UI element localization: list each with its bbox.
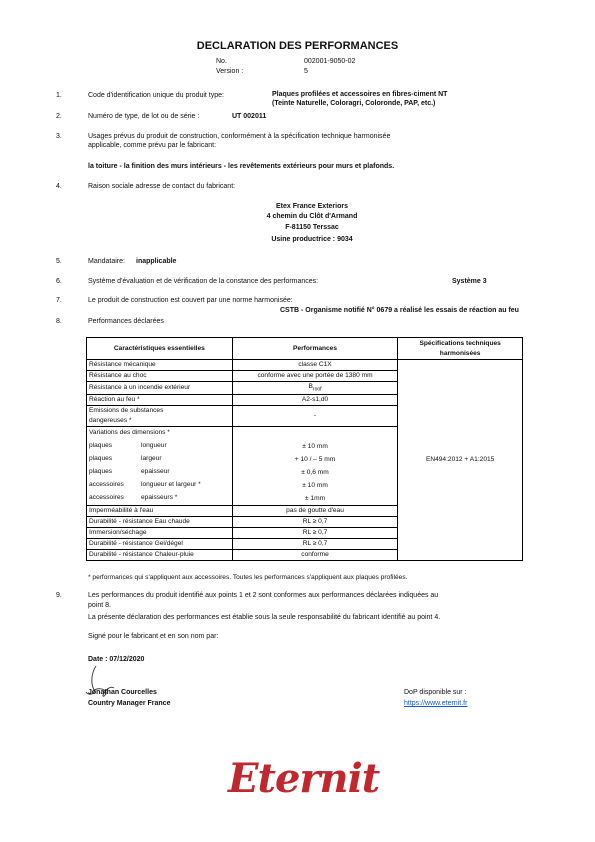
variation-value: + 10 / – 5 mm xyxy=(232,454,398,467)
table-header-row xyxy=(87,338,523,360)
variation-value: ± 0,6 mm xyxy=(232,467,398,480)
roof-class-value: B xyxy=(308,383,313,390)
roof-class-subscript: roof xyxy=(312,386,322,393)
manufacturer-name: Etex France Exteriors xyxy=(276,203,348,210)
section-6-value: Système 3 xyxy=(452,278,487,285)
manufacturer-plant: Usine productrice : 9034 xyxy=(271,236,353,243)
variations-cell xyxy=(87,427,233,506)
signature-date: Date : 07/12/2020 xyxy=(88,656,145,663)
doc-number-label: No. xyxy=(216,58,227,65)
variation-dimension: largeur xyxy=(141,455,162,463)
variation-line xyxy=(89,467,230,480)
section-7-value: CSTB - Organisme notifié N° 0679 a réalisé les essais de réaction au feu xyxy=(280,307,519,314)
section-6-label: Système d'évaluation et de vérification de la constance des performances: xyxy=(88,278,319,285)
performance-cell: conforme xyxy=(232,550,398,561)
variation-value: ± 10 mm xyxy=(232,441,398,454)
section-2-value: UT 002011 xyxy=(232,113,267,120)
section-9-line3: La présente déclaration des performances est établie sous la seule responsabilité du fabricant identifié au point 4. xyxy=(88,614,441,621)
performance-cell: A2-s1,d0 xyxy=(232,395,398,406)
section-1-value-line1: Plaques profilées et accessoires en fibres-ciment NT xyxy=(272,91,448,98)
doc-number-value: 002001-9050-02 xyxy=(304,58,356,65)
section-3-number: 3. xyxy=(56,133,62,140)
dop-link[interactable]: https://www.eternit.fr xyxy=(404,700,468,707)
specification-cell: EN494:2012 + A1:2015 xyxy=(398,360,523,561)
section-9-line2: point 8. xyxy=(88,602,111,609)
performance-cell: RL ≥ 0,7 xyxy=(232,528,398,539)
version-value: 5 xyxy=(304,68,308,75)
characteristic-cell: Durabilité - résistance Chaleur-pluie xyxy=(87,550,233,561)
variation-dimension: epaisseur xyxy=(141,468,170,476)
section-6-number: 6. xyxy=(56,278,62,285)
performance-spacer xyxy=(232,427,398,441)
section-4-label: Raison sociale adresse de contact du fabricant: xyxy=(88,183,236,190)
characteristic-cell xyxy=(87,406,233,427)
section-2-label: Numéro de type, de lot ou de série : xyxy=(88,113,200,120)
section-7-label: Le produit de construction est couvert par une norme harmonisée: xyxy=(88,297,293,304)
section-1-number: 1. xyxy=(56,92,62,99)
characteristic-cell: Réaction au feu * xyxy=(87,395,233,406)
performance-cell xyxy=(232,382,398,395)
table-footnote: * performances qui s'appliquent aux accessoires. Toutes les performances s'appliquent aux plaques profilées. xyxy=(88,574,408,581)
variation-item: plaques xyxy=(89,442,113,450)
section-9-number: 9. xyxy=(56,592,62,599)
header-performances: Performances xyxy=(232,338,398,360)
characteristic-cell: Durabilité - résistance Eau chaude xyxy=(87,517,233,528)
section-8-number: 8. xyxy=(56,318,62,325)
section-2-number: 2. xyxy=(56,113,62,120)
performance-cell: RL ≥ 0,7 xyxy=(232,517,398,528)
variation-line xyxy=(89,454,230,467)
performance-cell: conforme avec une portée de 1380 mm xyxy=(232,371,398,382)
variation-item: accessoires xyxy=(89,481,124,489)
section-7-number: 7. xyxy=(56,297,62,304)
characteristic-cell: Immersion/séchage xyxy=(87,528,233,539)
performance-cell: pas de goutte d'eau xyxy=(232,506,398,517)
variation-dimension: longueur et largeur * xyxy=(141,481,201,489)
section-1-value-line2: (Teinte Naturelle, Coloragri, Coloronde, PAP, etc.) xyxy=(272,100,436,107)
characteristic-cell: Durabilité - résistance Gel/dégel xyxy=(87,539,233,550)
manufacturer-street: 4 chemin du Clôt d'Armand xyxy=(266,213,358,220)
manufacturer-city: F-81150 Terssac xyxy=(285,224,339,231)
section-3-line1: Usages prévus du produit de construction, conformément à la spécification technique harmonisée xyxy=(88,133,391,140)
characteristic-cell: Résistance à un incendie extérieur xyxy=(87,382,233,395)
performance-cell: - xyxy=(232,406,398,427)
section-5-number: 5. xyxy=(56,258,62,265)
performance-cell: classe C1X xyxy=(232,360,398,371)
variation-item: accessoires xyxy=(89,494,124,502)
signatory-role: Country Manager France xyxy=(88,700,171,707)
version-label: Version : xyxy=(216,68,244,75)
section-3-line2: applicable, comme prévu par le fabricant: xyxy=(88,142,217,149)
variation-item: plaques xyxy=(89,455,113,463)
header-specifications: Spécifications techniques harmonisées xyxy=(398,338,523,360)
section-8-label: Performances déclarées xyxy=(88,318,164,325)
performance-table xyxy=(86,337,523,561)
variation-line xyxy=(89,480,230,493)
section-1-label: Code d'identification unique du produit type: xyxy=(88,92,224,99)
header-characteristics: Caractéristiques essentielles xyxy=(87,338,233,360)
characteristic-cell: Résistance au choc xyxy=(87,371,233,382)
characteristic-line: Emissions de substances xyxy=(89,407,164,415)
variations-label: Variations des dimensions * xyxy=(89,429,170,437)
variation-dimension: epaisseurs * xyxy=(141,494,178,502)
section-9-line1: Les performances du produit identifié aux points 1 et 2 sont conformes aux performances déclarées indiquées au xyxy=(88,592,439,599)
dop-label: DoP disponible sur : xyxy=(404,689,467,696)
section-4-number: 4. xyxy=(56,183,62,190)
variation-dimension: longueur xyxy=(141,442,167,450)
characteristic-cell: Résistance mécanique xyxy=(87,360,233,371)
section-3-value: la toiture - la finition des murs intérieurs - les revêtements extérieurs pour murs et plafonds. xyxy=(88,163,395,170)
variation-value: ± 10 mm xyxy=(232,480,398,493)
variation-line xyxy=(89,441,230,454)
document-title: DECLARATION DES PERFORMANCES xyxy=(196,40,399,52)
performance-cell: RL ≥ 0,7 xyxy=(232,539,398,550)
section-5-label: Mandataire: xyxy=(88,258,125,265)
characteristic-line: dangereuses * xyxy=(89,417,132,425)
variation-value: ± 1mm xyxy=(232,493,398,506)
variation-item: plaques xyxy=(89,468,113,476)
variation-line xyxy=(89,493,230,505)
signatory-name: Jonathan Courcelles xyxy=(88,689,157,696)
eternit-logo: Eternit xyxy=(228,755,380,802)
table-row xyxy=(87,360,523,371)
section-9-line4: Signé pour le fabricant et en son nom par: xyxy=(88,633,219,640)
section-5-value: inapplicable xyxy=(136,258,177,265)
characteristic-cell: Imperméabilité à l'eau xyxy=(87,506,233,517)
